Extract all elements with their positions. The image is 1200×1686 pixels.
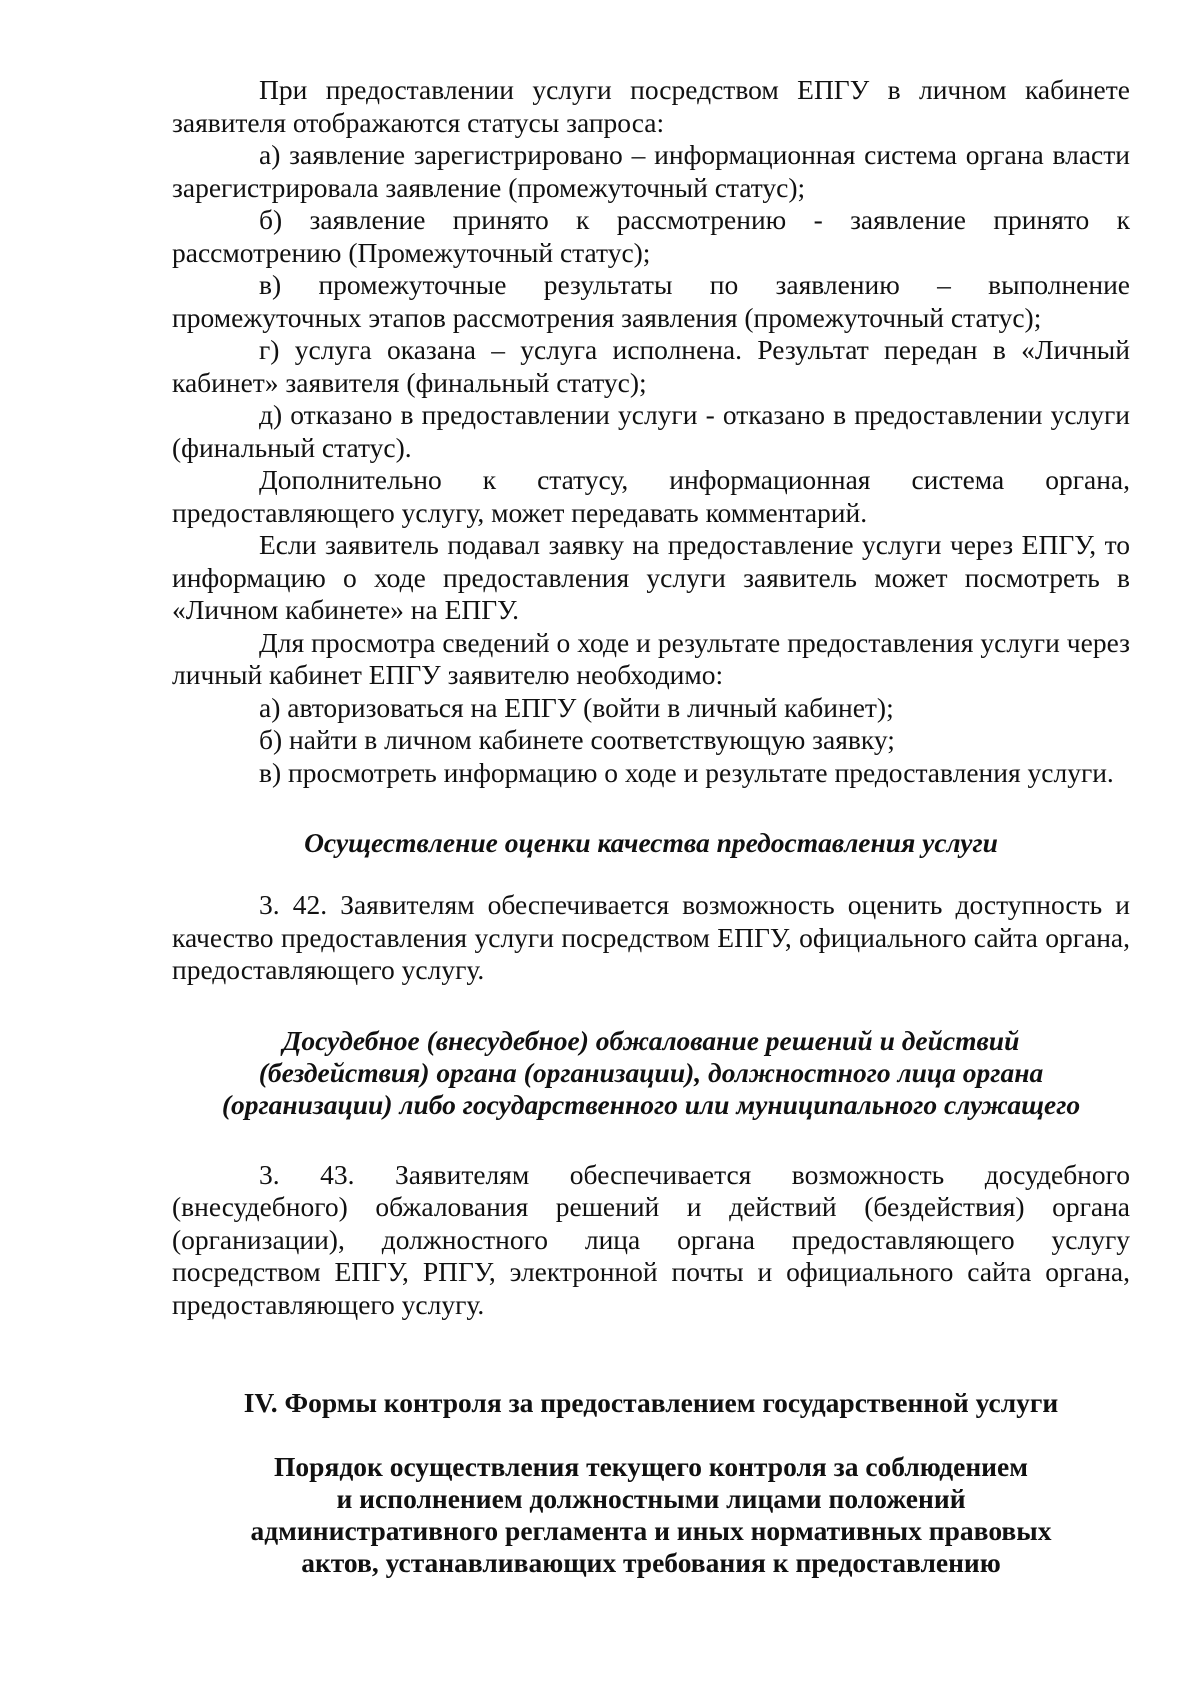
heading-appeal-line-1: Досудебное (внесудебное) обжалование решений и действий bbox=[282, 1024, 1020, 1056]
subheading-control-line-2: и исполнением должностными лицами положений bbox=[336, 1483, 966, 1514]
list-item-status-a: а) заявление зарегистрировано – информационная система органа власти зарегистрировала заявление (промежуточный статус); bbox=[172, 139, 1130, 203]
heading-appeal-line-3: (организации) либо государственного или муниципального служащего bbox=[221, 1088, 1081, 1120]
heading-quality-assessment: Осуществление оценки качества предоставления услуги bbox=[304, 827, 998, 858]
paragraph-3-42: 3. 42. Заявителям обеспечивается возможность оценить доступность и качество предоставления услуги посредством ЕПГУ, официального сайта органа, предоставляющего услугу. bbox=[172, 889, 1130, 985]
document-page bbox=[172, 74, 1130, 1579]
paragraph-view-info: Для просмотра сведений о ходе и результате предоставления услуги через личный кабинет ЕПГУ заявителю необходимо: bbox=[172, 626, 1130, 690]
subheading-control-line-3: административного регламента и иных нормативных правовых bbox=[250, 1515, 1052, 1546]
paragraph-personal-account: Если заявитель подавал заявку на предоставление услуги через ЕПГУ, то информацию о ходе предоставления услуги заявитель может посмотреть в «Личном кабинете» на ЕПГУ. bbox=[172, 529, 1130, 625]
paragraph-comment: Дополнительно к статусу, информационная система органа, предоставляющего услугу, может передавать комментарий. bbox=[172, 464, 1130, 528]
subheading-control-line-4: актов, устанавливающих требования к предоставлению bbox=[301, 1547, 1001, 1578]
list-item-status-g: г) услуга оказана – услуга исполнена. Результат передан в «Личный кабинет» заявителя (финальный статус); bbox=[172, 334, 1130, 398]
subheading-control-line-1: Порядок осуществления текущего контроля за соблюдением bbox=[274, 1451, 1028, 1482]
list-item-status-b: б) заявление принято к рассмотрению - заявление принято к рассмотрению (Промежуточный статус); bbox=[172, 204, 1130, 268]
list-item-step-b: б) найти в личном кабинете соответствующую заявку; bbox=[259, 724, 895, 755]
paragraph-3-43: 3. 43. Заявителям обеспечивается возможность досудебного (внесудебного) обжалования решений и действий (бездействия) органа (организации), должностного лица органа предоставляющего услугу посредством ЕПГУ, РПГУ, электронной почты и официального сайта органа, предоставляющего услугу. bbox=[172, 1158, 1130, 1320]
list-item-status-d: д) отказано в предоставлении услуги - отказано в предоставлении услуги (финальный статус). bbox=[172, 399, 1130, 463]
list-item-step-a: а) авторизоваться на ЕПГУ (войти в личный кабинет); bbox=[259, 691, 894, 723]
heading-section-iv: IV. Формы контроля за предоставлением государственной услуги bbox=[243, 1387, 1059, 1418]
heading-appeal-line-2: (бездействия) органа (организации), должностного лица органа bbox=[258, 1056, 1044, 1088]
list-item-status-v: в) промежуточные результаты по заявлению – выполнение промежуточных этапов рассмотрения заявления (промежуточный статус); bbox=[172, 269, 1130, 333]
list-item-step-v: в) просмотреть информацию о ходе и результате предоставления услуги. bbox=[259, 756, 1114, 788]
paragraph-statuses-intro: При предоставлении услуги посредством ЕПГУ в личном кабинете заявителя отображаются статусы запроса: bbox=[172, 74, 1130, 138]
